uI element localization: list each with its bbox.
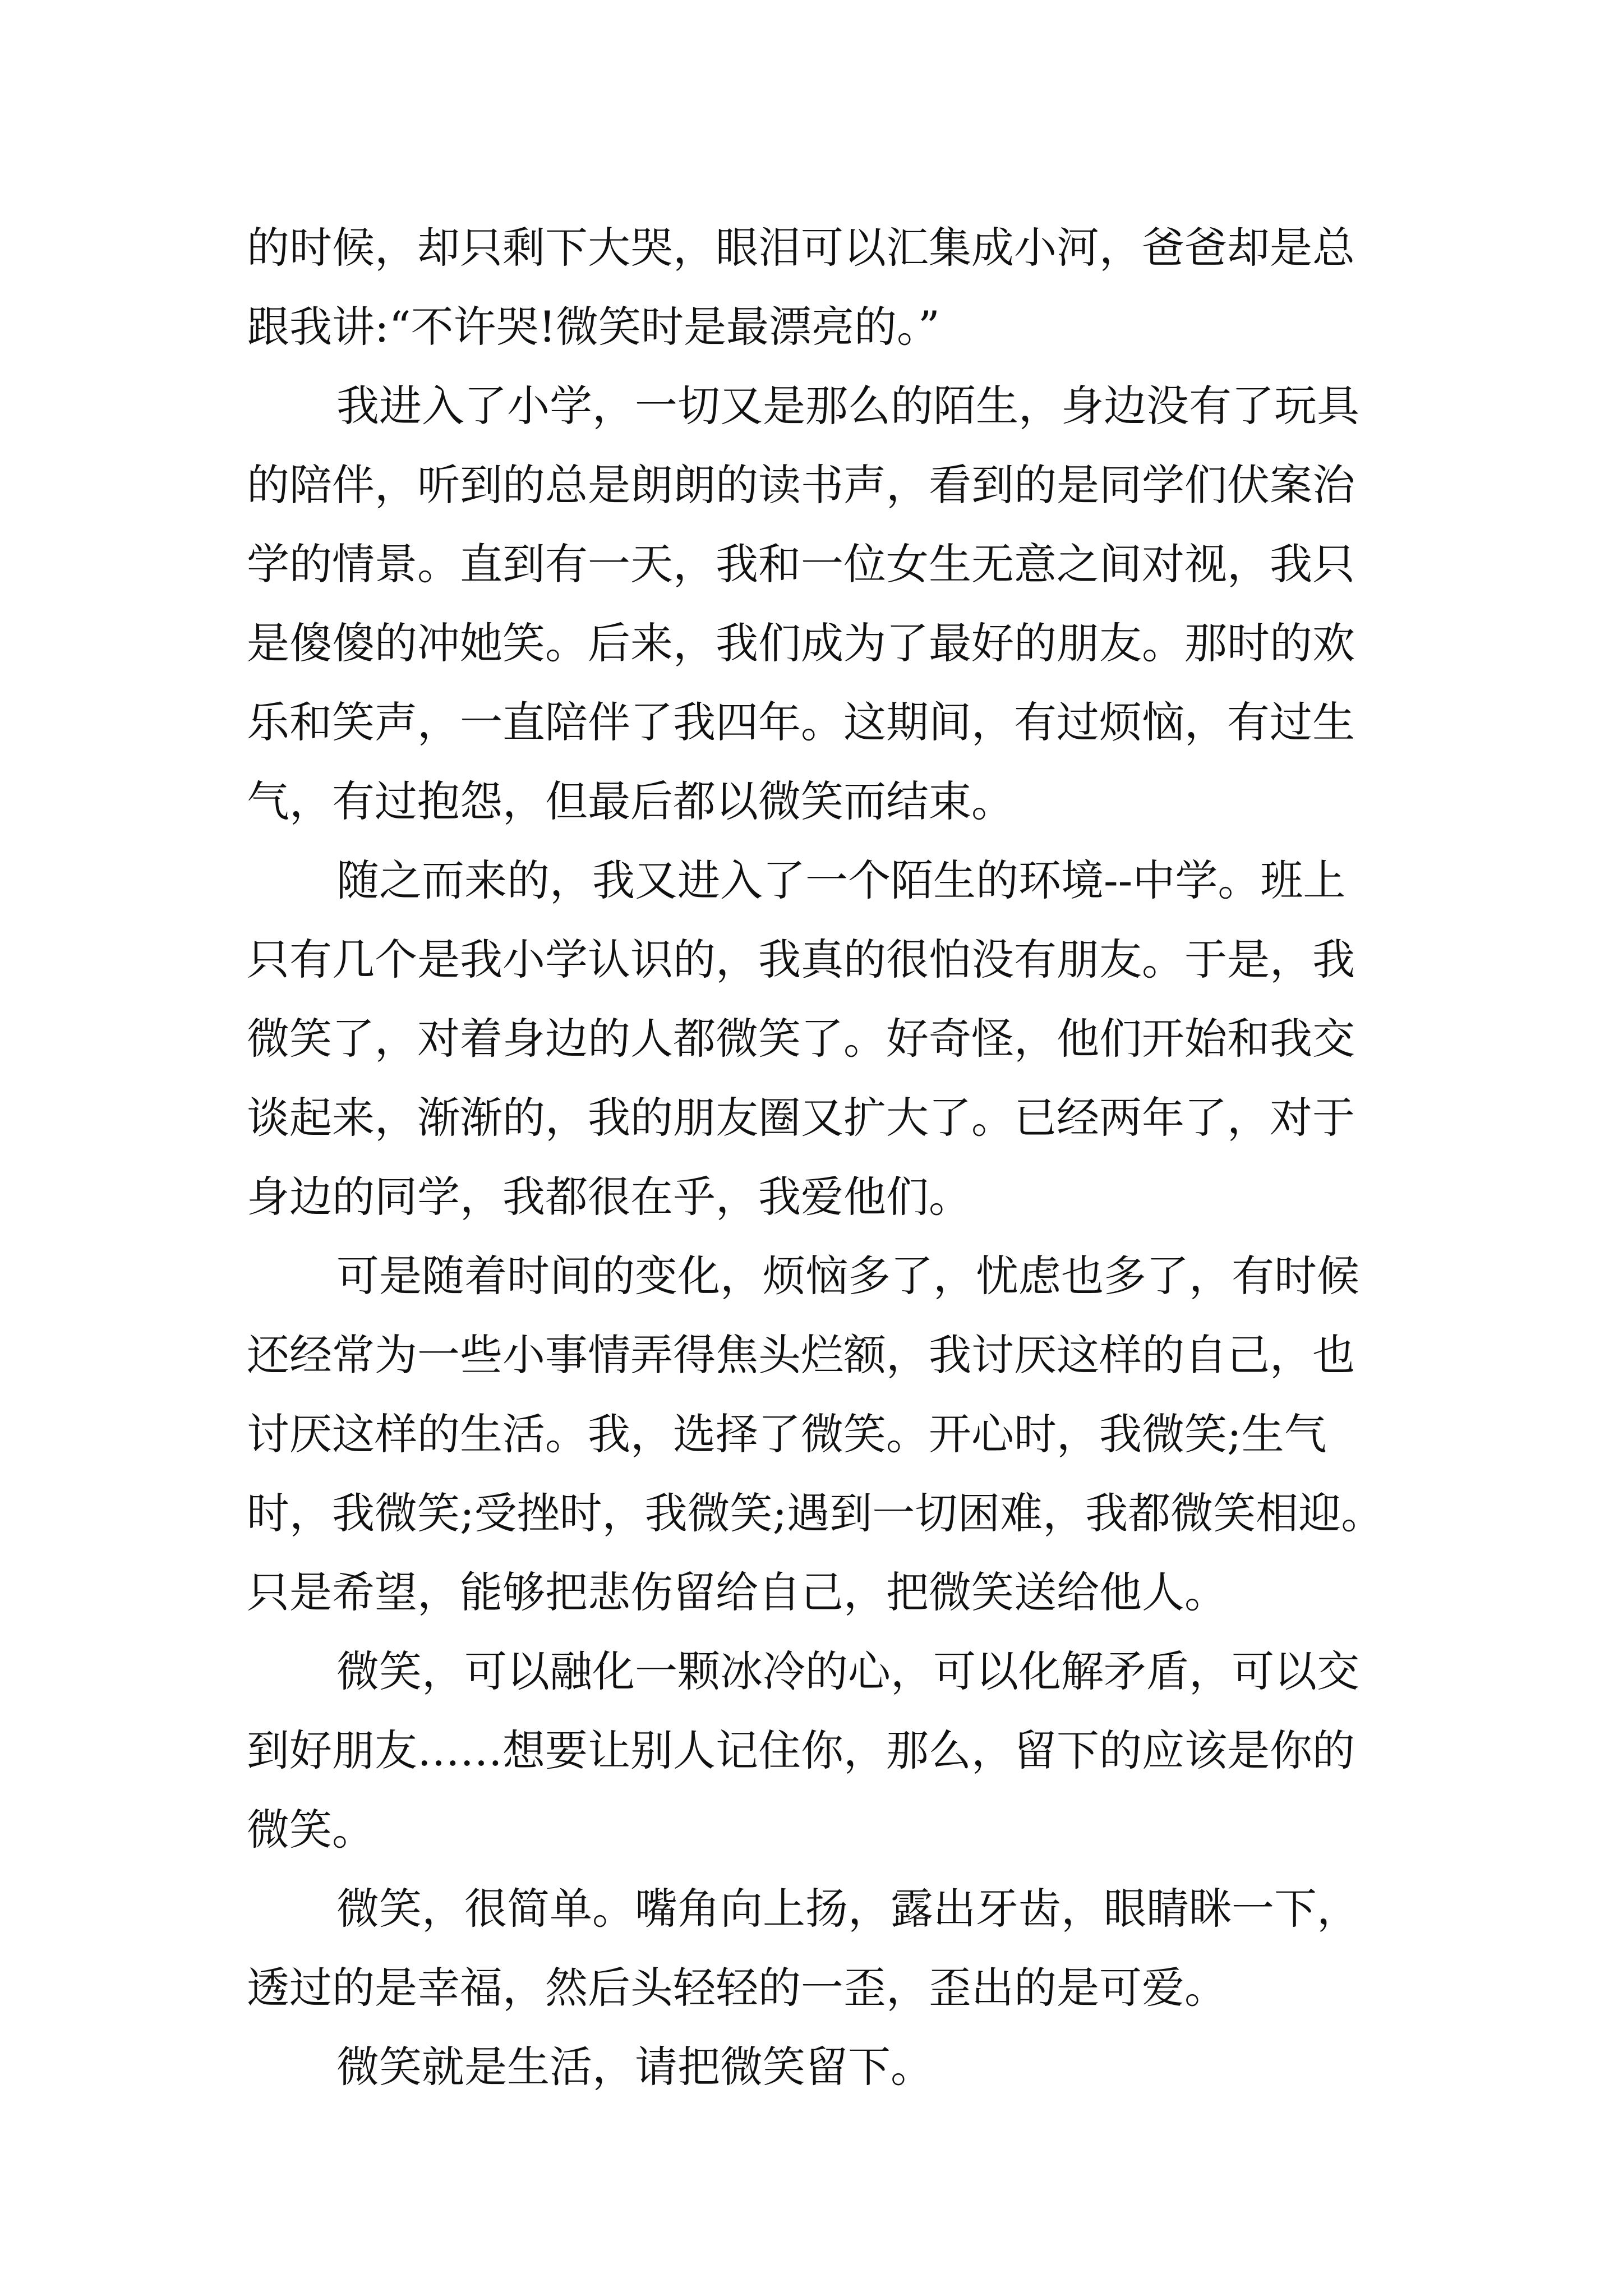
text-line: 谈起来，渐渐的，我的朋友圈又扩大了。已经两年了，对于 <box>247 1093 1355 1143</box>
text-line: 微笑。 <box>247 1805 375 1855</box>
paragraph-first-line: 随之而来的，我又进入了一个陌生的环境--中学。班上 <box>336 855 1346 905</box>
paragraph-first-line: 我进入了小学，一切又是那么的陌生，身边没有了玩具 <box>336 381 1359 431</box>
text-line: 是傻傻的冲她笑。后来，我们成为了最好的朋友。那时的欢 <box>247 618 1355 668</box>
text-line: 到好朋友……想要让别人记住你，那么，留下的应该是你的 <box>247 1726 1355 1775</box>
text-line: 只有几个是我小学认识的，我真的很怕没有朋友。于是，我 <box>247 935 1355 984</box>
text-line: 气，有过抱怨，但最后都以微笑而结束。 <box>247 776 1014 826</box>
text-line: 跟我讲:“不许哭!微笑时是最漂亮的。” <box>247 302 940 352</box>
text-line: 讨厌这样的生活。我，选择了微笑。开心时，我微笑;生气 <box>247 1409 1327 1459</box>
text-line: 乐和笑声，一直陪伴了我四年。这期间，有过烦恼，有过生 <box>247 697 1355 747</box>
text-line: 学的情景。直到有一天，我和一位女生无意之间对视，我只 <box>247 539 1355 589</box>
text-line: 时，我微笑;受挫时，我微笑;遇到一切困难，我都微笑相迎。 <box>247 1488 1384 1538</box>
paragraph-first-line: 微笑就是生活，请把微笑留下。 <box>336 2042 933 2092</box>
text-line: 的时候，却只剩下大哭，眼泪可以汇集成小河，爸爸却是总 <box>247 223 1355 273</box>
paragraph-first-line: 可是随着时间的变化，烦恼多了，忧虑也多了，有时候 <box>336 1251 1359 1301</box>
text-line: 透过的是幸福，然后头轻轻的一歪，歪出的是可爱。 <box>247 1963 1227 2013</box>
paragraph-first-line: 微笑，很简单。嘴角向上扬，露出牙齿，眼睛眯一下， <box>336 1884 1359 1934</box>
paragraph-first-line: 微笑，可以融化一颗冰冷的心，可以化解矛盾，可以交 <box>336 1646 1359 1696</box>
text-line: 只是希望，能够把悲伤留给自己，把微笑送给他人。 <box>247 1567 1227 1617</box>
text-line: 的陪伴，听到的总是朗朗的读书声，看到的是同学们伏案治 <box>247 460 1355 510</box>
text-line: 微笑了，对着身边的人都微笑了。好奇怪，他们开始和我交 <box>247 1014 1355 1064</box>
text-line: 还经常为一些小事情弄得焦头烂额，我讨厌这样的自己，也 <box>247 1330 1355 1380</box>
text-line: 身边的同学，我都很在乎，我爱他们。 <box>247 1172 971 1222</box>
